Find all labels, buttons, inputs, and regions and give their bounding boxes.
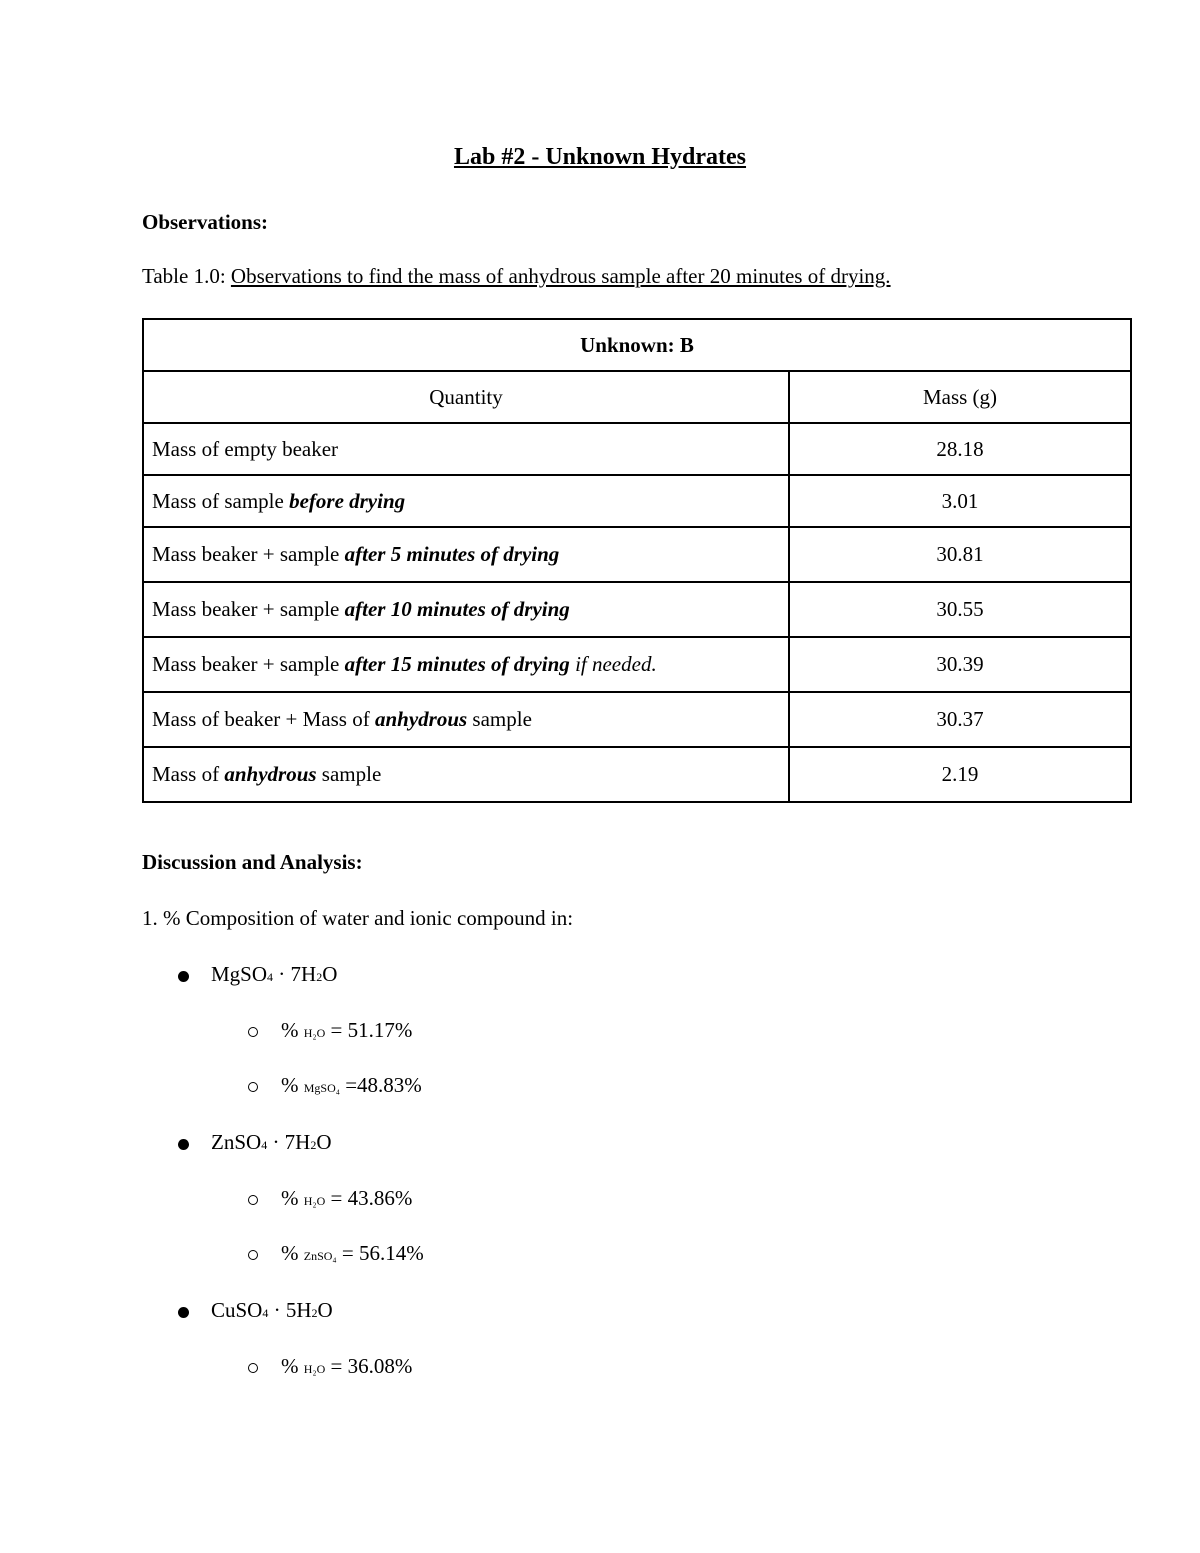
percent-result: % H₂O = 51.17% — [281, 1018, 413, 1042]
table-caption — [142, 264, 891, 289]
table-header-row — [143, 319, 1131, 371]
quantity-text: Mass beaker + sample — [152, 542, 345, 566]
quantity-cell — [143, 637, 789, 692]
percent-result: % ZnSO₄ = 56.14% — [281, 1241, 424, 1265]
quantity-cell — [143, 582, 789, 637]
bullet-icon — [178, 971, 189, 982]
table-row — [143, 475, 1131, 527]
quantity-cell — [143, 692, 789, 747]
quantity-text-end: sample — [316, 762, 382, 786]
mass-cell: 30.39 — [789, 637, 1131, 692]
quantity-cell — [143, 527, 789, 582]
circle-bullet-icon — [248, 1195, 258, 1205]
table-row — [143, 527, 1131, 582]
mass-cell: 2.19 — [789, 747, 1131, 802]
table-row — [143, 692, 1131, 747]
table-row — [143, 423, 1131, 475]
quantity-text: Mass of beaker + Mass of — [152, 707, 375, 731]
caption-text: Observations to find the mass of anhydrous sample after 20 minutes of drying. — [230, 264, 891, 288]
quantity-text-end: sample — [467, 707, 532, 731]
unknown-header: Unknown: B — [143, 319, 1131, 371]
table-row — [143, 747, 1131, 802]
circle-bullet-icon — [248, 1363, 258, 1373]
quantity-emphasis: before drying — [289, 488, 406, 513]
mass-cell: 28.18 — [789, 423, 1131, 475]
quantity-emphasis: anhydrous — [374, 707, 468, 731]
compound-formula: MgSO4 · 7H2O — [211, 962, 338, 986]
question-1: 1. % Composition of water and ionic compound in: — [142, 906, 574, 930]
quantity-cell — [143, 747, 789, 802]
circle-bullet-icon — [248, 1027, 258, 1037]
mass-cell: 30.37 — [789, 692, 1131, 747]
mass-cell: 30.81 — [789, 527, 1131, 582]
quantity-text: Mass of empty beaker — [152, 436, 339, 461]
quantity-text: Mass of sample — [152, 488, 290, 513]
quantity-emphasis: after 15 minutes of drying — [344, 652, 570, 676]
page-title: Lab #2 - Unknown Hydrates — [453, 144, 747, 170]
quantity-note: if needed. — [569, 652, 657, 676]
column-header-quantity: Quantity — [143, 371, 789, 423]
discussion-heading: Discussion and Analysis: — [142, 850, 363, 874]
bullet-icon — [178, 1307, 189, 1318]
circle-bullet-icon — [248, 1082, 258, 1092]
percent-result: % H₂O = 43.86% — [281, 1186, 413, 1210]
bullet-icon — [178, 1139, 189, 1150]
caption-label: Table 1.0: — [142, 264, 226, 288]
compound-formula: ZnSO4 · 7H2O — [211, 1130, 332, 1154]
quantity-emphasis: anhydrous — [224, 762, 317, 786]
compound-formula: CuSO4 · 5H2O — [211, 1298, 333, 1322]
quantity-text: Mass beaker + sample — [152, 597, 345, 621]
mass-cell: 3.01 — [789, 475, 1131, 527]
column-header-mass: Mass (g) — [789, 371, 1131, 423]
quantity-emphasis: after 5 minutes of drying — [344, 542, 560, 566]
quantity-cell — [143, 423, 789, 475]
quantity-cell — [143, 475, 789, 527]
percent-result: % H₂O = 36.08% — [281, 1354, 413, 1378]
quantity-text: Mass of — [152, 762, 225, 786]
quantity-emphasis: after 10 minutes of drying — [344, 597, 570, 621]
percent-result: % MgSO₄ =48.83% — [281, 1073, 422, 1097]
table-row — [143, 582, 1131, 637]
quantity-text: Mass beaker + sample — [152, 652, 345, 676]
circle-bullet-icon — [248, 1250, 258, 1260]
mass-cell: 30.55 — [789, 582, 1131, 637]
observations-heading: Observations: — [142, 210, 268, 234]
table-row — [143, 637, 1131, 692]
observations-table — [142, 318, 1132, 803]
table-column-row — [143, 371, 1131, 423]
